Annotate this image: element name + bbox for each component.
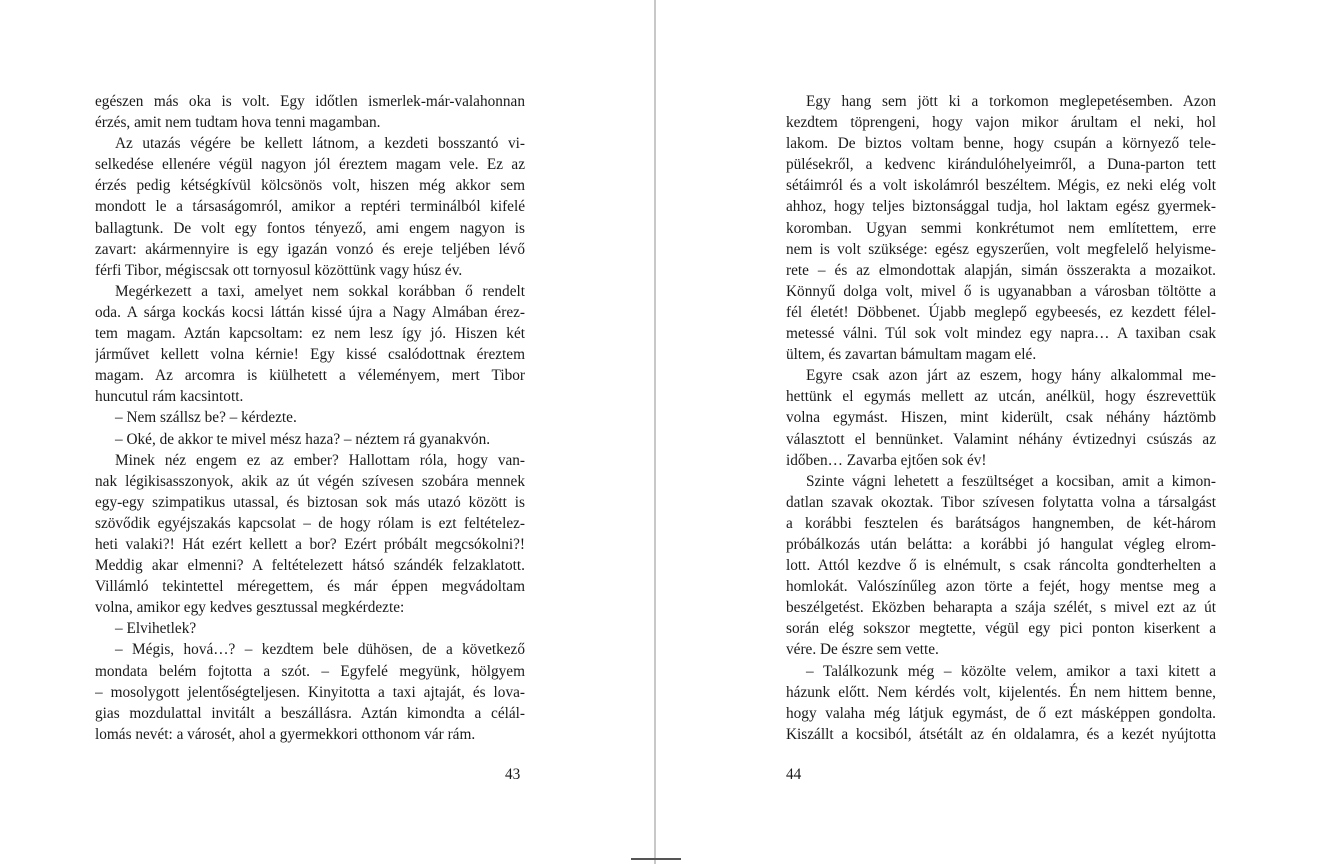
text-line: hettünk el egymás mellett az utcán, anélkül, hogy észrevettük [786, 388, 1216, 406]
text-line: – Nem szállsz be? – kérdezte. [115, 409, 297, 427]
text-line: járművet kellett volna kérnie! Egy kissé csalódottnak éreztem [95, 346, 525, 364]
text-line: házunk előtt. Nem kérdés volt, kijelentés. Én nem hittem benne, [786, 683, 1216, 701]
text-line: egy-egy szimpatikus utassal, és biztosan sok más utazó között is [95, 493, 525, 511]
text-line: hogy valaha még látjuk egymást, de ő ezt másképpen gondolta. [786, 704, 1216, 722]
text-line: érzés, amit nem tudtam hova tenni magamban. [95, 114, 381, 132]
text-line: lakom. De biztos voltam benne, hogy csupán a környező tele- [786, 135, 1216, 153]
text-line: kezdtem töprengeni, hogy vajon mikor árultam el neki, hol [786, 114, 1216, 132]
text-line: Villámló tekintettel méregettem, és már éppen megvádoltam [95, 578, 525, 596]
text-line: volna egymást. Hiszen, mint kiderült, csak néhány háztömb [786, 409, 1216, 427]
text-line: – Oké, de akkor te mivel mész haza? – néztem rá gyanakvón. [115, 430, 491, 448]
text-line: volna, amikor egy kedves gesztussal megkérdezte: [95, 599, 405, 617]
text-line: tem magam. Aztán kapcsoltam: ez nem lesz így jó. Hiszen két [95, 325, 525, 343]
text-line: a korábbi fesztelen és barátságos hangnemben, de két-három [786, 514, 1216, 532]
text-line: Egy hang sem jött ki a torkomon meglepetésemben. Azon [806, 93, 1216, 110]
text-line: – mosolygott jelentőségteljesen. Kinyitotta a taxi ajtaját, és lova- [95, 683, 525, 701]
text-line: időben… Zavarba ejtően sok év! [786, 451, 987, 469]
text-line: fél életét! Döbbenet. Újabb meglepő egybeesés, ez kezdett félel- [786, 303, 1216, 321]
book-gutter [654, 0, 656, 864]
text-line: datlan szavak okoztak. Tibor szívesen folytatta volna a társalgást [786, 493, 1216, 511]
text-line: – Elvihetlek? [115, 620, 197, 638]
text-line: Kiszállt a kocsiból, átsétált az én oldalamra, és a kezét nyújtotta [786, 725, 1216, 743]
text-line: – Mégis, hová…? – kezdtem bele dühösen, de a következő [115, 641, 525, 659]
text-line: magam. Az arcomra is kiülhetett a véleményem, mert Tibor [95, 367, 525, 385]
text-line: Szinte vágni lehetett a feszültséget a kocsiban, amit a kimon- [806, 472, 1216, 490]
right-page-text [786, 91, 1216, 745]
text-line: Megérkezett a taxi, amelyet nem sokkal korábban ő rendelt [115, 282, 525, 300]
text-line: mondott le a társaságomról, amikor a reptéri terminálból kifelé [95, 198, 525, 216]
text-line: vére. De észre sem vette. [786, 641, 939, 659]
text-line: heti valaki?! Hát ezért kellett a bor? Ezért próbált megcsókolni?! [95, 535, 525, 553]
text-line: zavart: akármennyire is egy igazán vonzó és ereje teljében lévő [95, 240, 525, 258]
left-page-text [95, 91, 525, 745]
text-line: Egyre csak azon járt az eszem, hogy hány alkalommal me- [806, 367, 1216, 385]
text-line: érzés pedig kétségkívül kölcsönös volt, hiszen még akkor sem [95, 177, 525, 195]
text-line: sétáimról és a volt iskolámról beszéltem. Mégis, ez neki elég volt [786, 177, 1216, 195]
text-line: metessé válni. Túl sok volt mindez egy napra… A taxiban csak [786, 325, 1216, 343]
text-line: egészen más oka is volt. Egy időtlen ismerlek-már-valahonnan [95, 93, 525, 110]
text-line: ballagtunk. De volt egy fontos tényező, ami engem nagyon is [95, 219, 525, 237]
text-line: Meddig akar elmenni? A feltételezett hátsó szándék felzaklatott. [95, 557, 525, 575]
right-page-number: 44 [786, 766, 802, 783]
text-line: rete – és az elmondottak alapján, simán összerakta a mozaikot. [786, 261, 1216, 279]
text-line: mondata belém fojtotta a szót. – Egyfelé megyünk, hölgyem [95, 662, 525, 680]
text-line: lott. Attól kezdve ő is elnémult, s csak ráncolta gondterhelten a [786, 557, 1216, 575]
text-line: Minek néz engem ez az ember? Hallottam róla, hogy van- [115, 451, 525, 469]
text-line: Könnyű dolga volt, mivel ő is ugyanabban a városban töltötte a [786, 282, 1216, 300]
text-line: nak légikisasszonyok, akik az út végén szívesen szobára mennek [95, 472, 525, 490]
text-line: szövődik egyéjszakás kapcsolat – de hogy rólam is ezt feltételez- [95, 514, 525, 532]
text-line: során elég sokszor megtette, végül egy pici ponton kiserkent a [786, 620, 1216, 638]
text-line: ahhoz, hogy teljes biztonsággal tudja, hol laktam egész gyermek- [786, 198, 1216, 216]
text-line: férfi Tibor, mégiscsak ott tornyosul közöttünk vagy húsz év. [95, 261, 463, 279]
text-line: választott el bennünket. Valamint néhány évtizednyi csúszás az [786, 430, 1216, 448]
left-page-number: 43 [505, 766, 521, 783]
text-line: lomás nevét: a városét, ahol a gyermekkori otthonom vár rám. [95, 725, 476, 743]
text-line: ültem, és zavartan bámultam magam elé. [786, 346, 1037, 364]
text-line: beszélgetést. Eközben beharapta a szája szélét, s mivel ezt az út [786, 599, 1216, 617]
text-line: – Találkozunk még – közölte velem, amikor a taxi kitett a [806, 662, 1216, 680]
text-line: oda. A sárga kockás kocsi láttán kissé újra a Nagy Almában érez- [95, 303, 525, 321]
text-line: nem is volt szüksége: egész egyszerűen, volt megfelelő helyisme- [786, 240, 1216, 258]
text-line: huncutul rám kacsintott. [95, 388, 244, 406]
gutter-mark [631, 858, 681, 860]
text-line: koromban. Ugyan semmi konkrétumot nem említettem, erre [786, 219, 1216, 237]
text-line: próbálkozás után belátta: a korábbi jó hangulat végleg elrom- [786, 535, 1216, 553]
text-line: selkedése ellenére végül nagyon jól éreztem magam vele. Ez az [95, 156, 525, 174]
text-line: gias mozdulattal invitált a beszállásra. Aztán kimondta a célál- [95, 704, 525, 722]
text-line: homlokát. Valószínűleg azon törte a fejét, hogy mentse meg a [786, 578, 1216, 596]
text-line: Az utazás végére be kellett látnom, a kezdeti bosszantó vi- [115, 135, 525, 153]
text-line: pülésekről, a kedvenc kirándulóhelyeimről, a Duna-parton tett [786, 156, 1216, 174]
